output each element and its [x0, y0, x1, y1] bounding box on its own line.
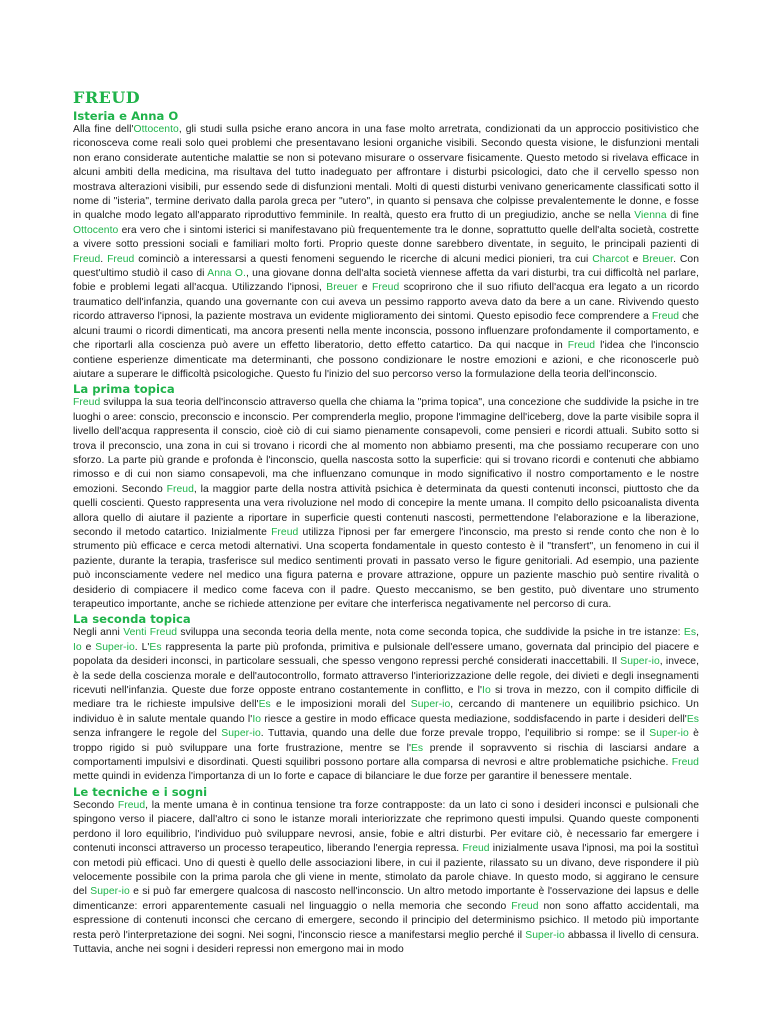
highlighted-term: Freud	[511, 900, 539, 912]
highlighted-term: Es	[258, 699, 271, 711]
section-text-prima-topica: Freud sviluppa la sua teoria dell'inconscio attraverso quella che chiama la "prima topica", una concezione che suddivide la psiche in tre luoghi o aree: conscio, preconscio e inconscio. Per comprenderla meglio, propone l'immagine dell'iceberg, dove la parte visibile sopra il livello dell'acqua rappresenta il conscio, cioè ciò di cui siamo pienamente consapevoli, come pensieri e ricordi attuali. Subito sotto si trova il preconscio, una zona in cui si trovano i ricordi che al momento non abbiamo presenti, ma che possiamo recuperare con uno sforzo. La parte più grande e profonda è l'inconscio, quella nascosta sotto la superficie: qui si trovano ricordi e contenuti che abbiamo rimosso e di cui non siamo consapevoli, ma che influenzano comunque in modo significativo il nostro comportamento e le nostre emozioni. Secondo Freud, la maggior parte della nostra attività psichica è determinata da questi contenuti inconsci, piuttosto che da quelli coscienti. Questo rappresenta una vera rivoluzione nel modo di concepire la mente umana. Il compito dello psicoanalista diventa allora quello di aiutare il paziente a riportare in superficie questi contenuti nascosti, permettendone l'elaborazione e la liberazione, secondo il metodo catartico. Inizialmente Freud utilizza l'ipnosi per far emergere l'inconscio, ma presto si rende conto che non è lo strumento più efficace e cerca metodi alternativi. Una scoperta fondamentale in questo contesto è il "transfert", un fenomeno in cui il paziente, durante la terapia, trasferisce sul medico sentimenti provati in passato verso le figure genitoriali. Ad esempio, una paziente può inconsciamente vedere nel medico una figura paterna e provare attrazione, oppure un paziente maschio può sentire rivalità o desiderio di compiacere il medico come faceva con il padre. Questo meccanismo, se ben gestito, può diventare uno strumento terapeutico importante, anche se richiede attenzione per evitare che interferisca negativamente nel percorso di cura.	[73, 397, 699, 610]
highlighted-term: Vienna	[634, 210, 667, 222]
highlighted-term: Io	[73, 641, 82, 653]
highlighted-term: Ottocento	[133, 124, 179, 135]
highlighted-term: Charcot	[592, 253, 629, 265]
highlighted-term: Freud	[372, 282, 400, 294]
highlighted-term: Super-io	[95, 641, 135, 653]
highlighted-term: Freud	[671, 757, 699, 769]
highlighted-term: Breuer	[642, 253, 674, 265]
highlighted-term: Freud	[149, 627, 178, 639]
document-title: FREUD	[73, 88, 141, 107]
highlighted-term: Io	[252, 713, 262, 725]
section-text-seconda-topica: Negli anni Venti Freud sviluppa una seconda teoria della mente, nota come seconda topica, che suddivide la psiche in tre istanze: Es, Io e Super-io. L'Es rappresenta la parte più profonda, primitiva e pulsionale dell'essere umano, governata dal principio del piacere e popolata da desideri inconsci, in particolare sessuali, che spesso vengono repressi perché considerati inaccettabili. Il Super-io, invece, è la sede della coscienza morale e dell'autocontrollo, formato attraverso l'interiorizzazione delle regole, dei divieti e degli insegnamenti ricevuti nell'infanzia. Queste due forze opposte entrano costantemente in conflitto, e l'Io si trova in mezzo, con il compito difficile di mediare tra le richieste impulsive dell'Es e le imposizioni morali del Super-io, cercando di mantenere un equilibrio psichico. Un individuo è in salute mentale quando l'Io riesce a gestire in modo efficace questa mediazione, soddisfacendo in parte i desideri dell'Es senza infrangere le regole del Super-io. Tuttavia, quando una delle due forze prevale troppo, l'equilibrio si rompe: se il Super-io è troppo rigido si può sviluppare una forte frustrazione, mentre se l'Es prende il sopravvento si rischia di lasciarsi andare a comportamenti impulsivi e disordinati. Questi squilibri possono portare alla comparsa di nevrosi e altre problematiche psichiche. Freud mette quindi in evidenza l'importanza di un Io forte e capace di bilanciare le due forze per garantire il benessere mentale.	[73, 627, 700, 783]
highlighted-term: Es	[683, 627, 697, 639]
highlighted-term: Es	[410, 742, 424, 754]
highlighted-term: Super-io	[620, 656, 660, 668]
highlighted-term: Io	[482, 685, 491, 697]
highlighted-term: Anna O.	[207, 268, 246, 280]
highlighted-term: Breuer	[326, 282, 358, 294]
highlighted-term: Freud	[73, 253, 101, 265]
highlighted-term: Freud	[107, 253, 135, 265]
highlighted-term: Ottocento	[73, 224, 119, 236]
highlighted-term: Super-io	[525, 929, 565, 941]
highlighted-term: Venti	[123, 627, 147, 639]
highlighted-term: Freud	[73, 397, 101, 409]
highlighted-term: Super-io	[649, 728, 689, 740]
highlighted-term: Es	[149, 641, 162, 653]
document-page	[73, 88, 699, 957]
highlighted-term: Freud	[117, 799, 146, 811]
highlighted-term: Freud	[462, 843, 490, 855]
highlighted-term: Super-io	[410, 699, 451, 711]
section-heading-tecniche-sogni: Le tecniche e i sogni	[73, 784, 208, 799]
highlighted-term: Es	[686, 713, 699, 725]
highlighted-term: Super-io	[90, 886, 130, 898]
section-heading-isteria: Isteria e Anna O	[73, 109, 179, 123]
highlighted-term: Freud	[567, 340, 596, 352]
highlighted-term: Freud	[166, 483, 194, 495]
highlighted-term: Freud	[651, 311, 680, 323]
highlighted-term: Freud	[271, 526, 299, 538]
section-text-tecniche-sogni: Secondo Freud, la mente umana è in continua tensione tra forze contrapposte: da un lato ci sono i desideri inconsci e pulsionali che spingono verso il piacere, dall'altro ci sono le istanze morali interiorizzate che reprimono questi impulsi. Quando queste componenti perdono il loro equilibrio, l'individuo può sviluppare nevrosi, ansie, fobie e altri disturbi. Per evitare ciò, è necessario far emergere i contenuti inconsci attraverso un processo terapeutico, liberando l'energia repressa. Freud inizialmente usava l'ipnosi, ma poi la sostituì con metodi più efficaci. Uno di questi è quello delle associazioni libere, in cui il paziente, rilassato su un divano, deve rispondere il più velocemente possibile con la prima parola che gli viene in mente, stimolato da parole chiave. In questo modo, si aggirano le censure del Super-io e si può far emergere qualcosa di nascosto nell'inconscio. Un altro metodo importante è l'osservazione dei lapsus e delle dimenticanze: errori apparentemente casuali nel linguaggio o nella memoria che secondo Freud non sono affatto accidentali, ma espressione di contenuti inconsci che cercano di emergere, secondo il principio del determinismo psichico. Il metodo più importante resta però l'interpretazione dei sogni. Nei sogni, l'inconscio riesce a manifestarsi meglio perché il Super-io abbassa il livello di censura. Tuttavia, anche nei sogni i desideri repressi non emergono mai in modo	[73, 799, 700, 955]
section-text-isteria: Alla fine dell'Ottocento, gli studi sulla psiche erano ancora in una fase molto arretrata, condizionati da un approccio positivistico che riconosceva come reali solo quei problemi che presentavano lesioni organiche visibili. Secondo questa visione, le disfunzioni mentali non erano considerate autentiche malattie se non si potevano misurare o osservare fisicamente. Questo metodo si rivelava efficace in alcuni ambiti della medicina, ma risultava del tutto inadeguato per affrontare i disturbi psicologici, dato che il cervello spesso non mostrava alterazioni visibili, pur essendo sede di disfunzioni mentali. Molti di questi disturbi venivano genericamente classificati sotto il nome di "isteria", termine derivato dalla parola greca per "utero", in quanto si pensava che colpisse prevalentemente le donne, e fosse in qualche modo legato all'apparato riproduttivo femminile. In realtà, questo era frutto di un pregiudizio, anche se nella Vienna di fine Ottocento era vero che i sintomi isterici si manifestavano più frequentemente tra le donne, soprattutto quelle dell'alta società, costrette a vivere sotto pressioni sociali e familiari molto forti. Proprio queste donne sarebbero diventate, in seguito, le principali pazienti di Freud. Freud cominciò a interessarsi a questi fenomeni seguendo le ricerche di alcuni medici pionieri, tra cui Charcot e Breuer. Con quest'ultimo studiò il caso di Anna O., una giovane donna dell'alta società viennese affetta da vari disturbi, tra cui difficoltà nel parlare, fobie e problemi legati all'acqua. Utilizzando l'ipnosi, Breuer e Freud scoprirono che il suo rifiuto dell'acqua era legato a un ricordo traumatico dell'infanzia, quando una governante con cui aveva un pessimo rapporto aveva dato da bere a un cane. Rivivendo questo ricordo attraverso l'ipnosi, la paziente mostrava un evidente miglioramento dei sintomi. Questo episodio fece comprendere a Freud che alcuni traumi o ricordi dimenticati, ma ancora presenti nella mente inconscia, possono influenzare profondamente il comportamento, e che riportarli alla coscienza può avere un effetto liberatorio, detto effetto catartico. Da qui nacque in Freud l'idea che l'inconscio contiene esperienze dimenticate ma determinanti, che possono condizionare le nostre emozioni e azioni, e che riconoscerle può aiutare a superare le difficoltà psicologiche. Questo fu l'inizio del suo percorso verso la formulazione della teoria dell'inconscio.	[73, 124, 699, 380]
section-heading-seconda-topica: La seconda topica	[73, 612, 191, 627]
highlighted-term: Super-io	[221, 728, 261, 740]
section-heading-prima-topica: La prima topica	[73, 382, 175, 397]
